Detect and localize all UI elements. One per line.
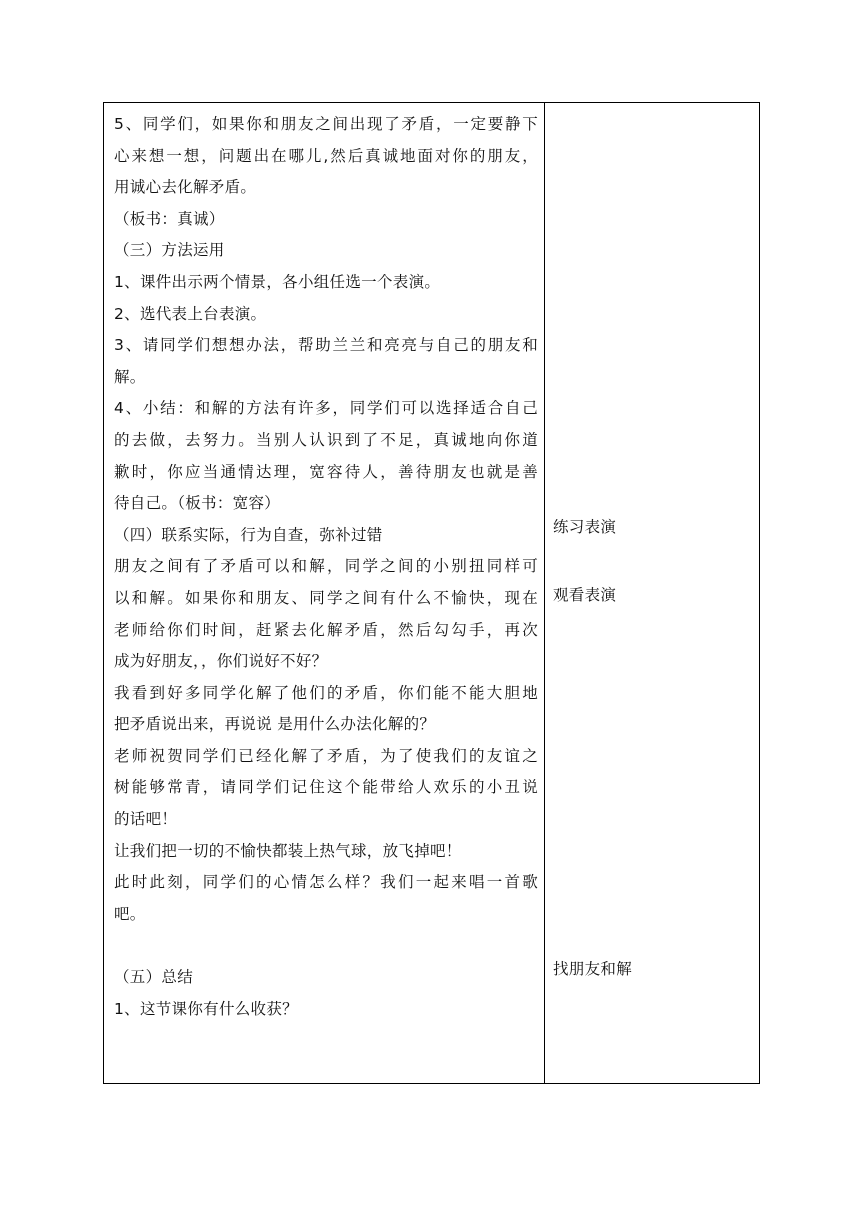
- text-line: 老师给你们时间，赶紧去化解矛盾，然后勾勾手，再次: [114, 620, 538, 639]
- text-line: 树能够常青，请同学们记住这个能带给人欢乐的小丑说: [114, 778, 538, 797]
- text-line: 5、同学们，如果你和朋友之间出现了矛盾，一定要静下: [114, 115, 538, 133]
- text-line: 3、请同学们想想办法，帮助兰兰和亮亮与自己的朋友和: [114, 336, 538, 355]
- text-line: 成为好朋友，，你们说好不好？: [114, 652, 328, 671]
- text-line: 的话吧！: [114, 810, 178, 829]
- text-line: 吧。: [114, 904, 146, 923]
- section-heading: （五）总结: [114, 968, 194, 987]
- text-line: 老师祝贺同学们已经化解了矛盾，为了使我们的友谊之: [114, 746, 538, 765]
- text-line: 4、小结：和解的方法有许多，同学们可以选择适合自己: [114, 399, 538, 418]
- text-line: 1、这节课你有什么收获？: [114, 1000, 298, 1019]
- text-line: 用诚心去化解矛盾。: [114, 178, 257, 197]
- text-line: 朋友之间有了矛盾可以和解，同学之间的小别扭同样可: [114, 557, 538, 576]
- teacher-activity-cell: [114, 109, 538, 1026]
- section-heading: （四）联系实际，行为自查，弥补过错: [114, 525, 383, 544]
- text-line: 歉时，你应当通情达理，宽容待人，善待朋友也就是善: [114, 462, 538, 481]
- text-line: 1、课件出示两个情景，各小组任选一个表演。: [114, 272, 441, 291]
- text-line: 我看到好多同学化解了他们的矛盾，你们能不能大胆地: [114, 683, 538, 702]
- text-line: 心来想一想，问题出在哪儿,然后真诚地面对你的朋友，: [114, 146, 538, 165]
- student-activity-note: 观看表演: [553, 586, 617, 604]
- student-activity-note: 找朋友和解: [553, 960, 633, 978]
- text-line: 让我们把一切的不愉快都装上热气球，放飞掉吧！: [114, 841, 462, 860]
- blank-line: [114, 930, 538, 962]
- board-note-line: （板书：真诚）: [114, 209, 225, 228]
- text-line: 解。: [114, 367, 146, 386]
- text-line: 此时此刻，同学们的心情怎么样？我们一起来唱一首歌: [114, 873, 538, 892]
- text-line: 的去做，去努力。当别人认识到了不足，真诚地向你道: [114, 430, 538, 449]
- lesson-plan-table: [103, 102, 760, 1084]
- student-activity-note: 练习表演: [553, 518, 617, 536]
- text-line: 以和解。如果你和朋友、同学之间有什么不愉快，现在: [114, 588, 538, 607]
- text-line: 2、选代表上台表演。: [114, 304, 267, 323]
- text-line: 把矛盾说出来，再说说 是用什么办法化解的？: [114, 715, 436, 734]
- text-line: 待自己。（板书：宽容）: [114, 494, 281, 513]
- column-divider: [544, 103, 545, 1083]
- section-heading: （三）方法运用: [114, 241, 225, 260]
